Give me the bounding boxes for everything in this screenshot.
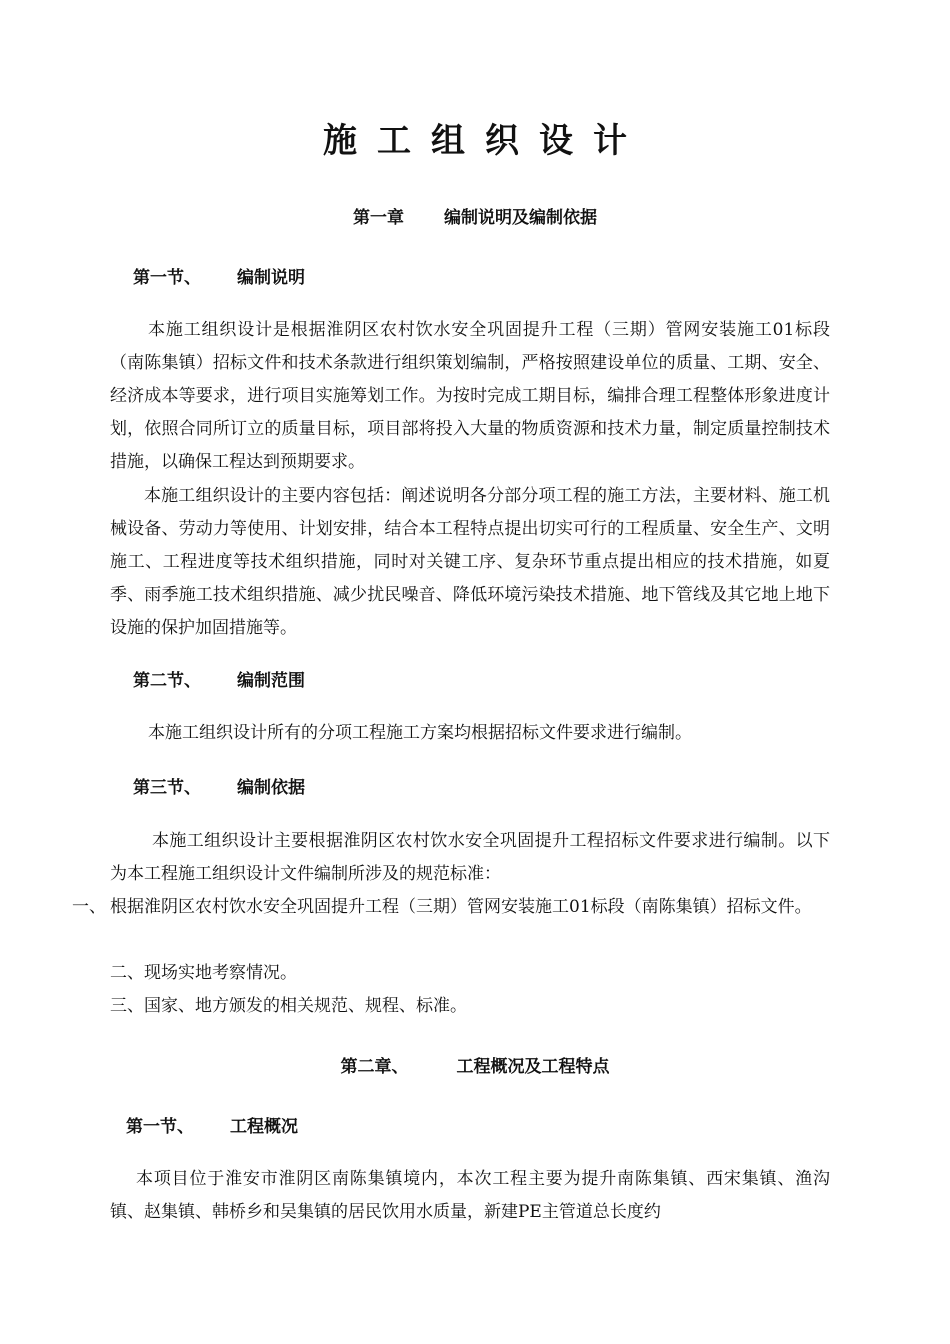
chapter-1-number: 第一章	[353, 208, 404, 228]
section-number: 第一节、	[126, 1117, 194, 1137]
ch1-section-2-heading	[133, 669, 305, 693]
chapter-2-number: 第二章、	[340, 1057, 409, 1077]
list-marker: 三、	[110, 996, 144, 1016]
ch1-sec1-paragraph-2: 本施工组织设计的主要内容包括：阐述说明各分部分项工程的施工方法，主要材料、施工机械设备、劳动力等使用、计划安排，结合本工程特点提出切实可行的工程质量、安全生产、文明施工、工程进度等技术组织措施，同时对关键工序、复杂环节重点提出相应的技术措施，如夏季、雨季施工技术组织措施、减少扰民噪音、降低环境污染技术措施、地下管线及其它地上地下设施的保护加固措施等。	[110, 486, 830, 638]
list-item: 一、 根据淮阴区农村饮水安全巩固提升工程（三期）管网安装施工01标段（南陈集镇）招标文件。	[72, 897, 812, 917]
chapter-2-title: 工程概况及工程特点	[456, 1057, 610, 1077]
list-item	[110, 990, 810, 1023]
section-title: 编制范围	[237, 671, 305, 691]
section-title: 工程概况	[230, 1117, 298, 1137]
ch1-section-3-heading	[133, 776, 305, 800]
section-number: 第三节、	[133, 778, 201, 798]
ch2-sec1-paragraph-1: 本项目位于淮安市淮阴区南陈集镇境内，本次工程主要为提升南陈集镇、西宋集镇、渔沟镇、赵集镇、韩桥乡和吴集镇的居民饮用水质量，新建PE主管道总长度约	[110, 1169, 830, 1222]
ch2-section-1-heading	[126, 1115, 298, 1139]
document-title: 施工组织设计	[323, 121, 647, 161]
ch1-sec3-paragraph-1: 本施工组织设计主要根据淮阴区农村饮水安全巩固提升工程招标文件要求进行编制。以下为本工程施工组织设计文件编制所涉及的规范标准：	[110, 831, 830, 884]
list-text: 现场实地考察情况。	[144, 963, 297, 983]
chapter-2-heading	[0, 1055, 950, 1079]
chapter-1-heading	[0, 206, 950, 230]
list-marker: 二、	[110, 963, 144, 983]
ch1-sec1-paragraph-1: 本施工组织设计是根据淮阴区农村饮水安全巩固提升工程（三期）管网安装施工01标段（南陈集镇）招标文件和技术条款进行组织策划编制，严格按照建设单位的质量、工期、安全、经济成本等要求，进行项目实施筹划工作。为按时完成工期目标，编排合理工程整体形象进度计划，依照合同所订立的质量目标，项目部将投入大量的物质资源和技术力量，制定质量控制技术措施，以确保工程达到预期要求。	[110, 320, 830, 472]
list-text: 国家、地方颁发的相关规范、规程、标准。	[144, 996, 467, 1016]
section-number: 第二节、	[133, 671, 201, 691]
section-title: 编制依据	[237, 778, 305, 798]
ch1-section-1-heading	[133, 266, 305, 290]
section-title: 编制说明	[237, 268, 305, 288]
list-item	[110, 957, 810, 990]
ch1-sec2-paragraph-1: 本施工组织设计所有的分项工程施工方案均根据招标文件要求进行编制。	[148, 723, 692, 743]
chapter-1-title: 编制说明及编制依据	[444, 208, 597, 228]
list-text: 根据淮阴区农村饮水安全巩固提升工程（三期）管网安装施工01标段（南陈集镇）招标文件。	[110, 897, 812, 917]
section-number: 第一节、	[133, 268, 201, 288]
